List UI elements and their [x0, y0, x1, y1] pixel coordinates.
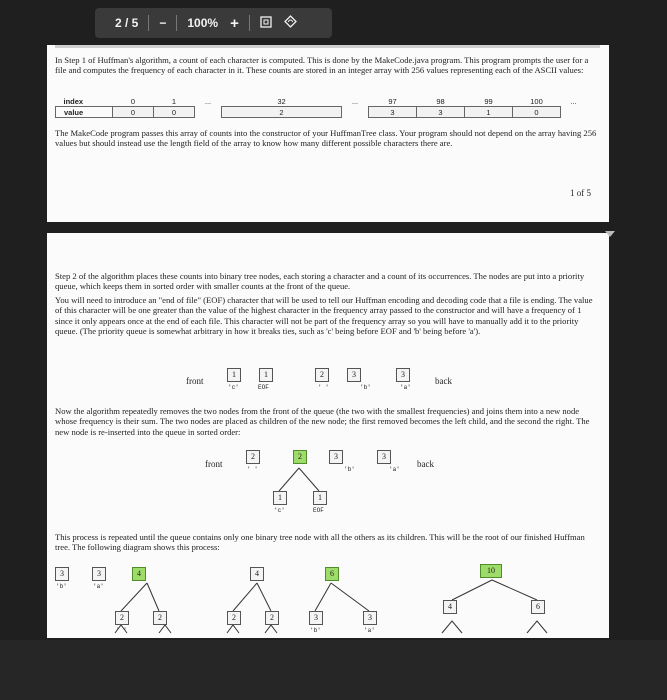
rotate-icon[interactable] — [278, 15, 303, 31]
ascii-count-table — [55, 96, 588, 118]
value-cell: 0 — [513, 107, 561, 118]
pdf-toolbar — [95, 8, 332, 38]
root-node: 10 — [480, 564, 502, 578]
queue-front-label: front — [205, 459, 223, 469]
queue-back-label: back — [417, 459, 434, 469]
process-node: 3 — [309, 611, 323, 625]
process-node: 2 — [115, 611, 129, 625]
index-cell: 0 — [130, 96, 136, 106]
queue-node: 3 — [347, 368, 361, 382]
zoom-level[interactable]: 100% — [187, 16, 219, 30]
node-label: EOF — [258, 384, 269, 391]
process-node: 3 — [363, 611, 377, 625]
index-cell: 97 — [388, 96, 397, 106]
new-merged-node: 4 — [132, 567, 146, 581]
step2-paragraph: Step 2 of the algorithm places these counts into binary tree nodes, each storing a character and a count of its occurrences. The nodes are put into a priority queue, which keeps them in sorted order with smaller counts at the front of the queue. — [55, 271, 585, 292]
process-paragraph: This process is repeated until the queue contains only one binary tree node with all the others as its children. This will be the root of our finished Huffman tree. The following diagram shows this process: — [55, 532, 585, 553]
eof-paragraph: You will need to introduce an "end of file" (EOF) character that will be used to tell our Huffman encoding and decoding code that a file is ending. The value of this character will be one greater than the value of the highest character in the frequency array passed to the constructor and will have a frequency of 1 since it only appears once at the end of each file. This character will not be part of the frequency array so you will have to manually add it to the priority queue. (The priority queue is somewhat arbitrary in how it breaks ties, such as 'c' being before EOF and 'b' being before 'a'). — [55, 295, 593, 337]
node-label: EOF — [313, 507, 324, 514]
child-node: 1 — [273, 491, 287, 505]
queue-front-label: front — [186, 376, 204, 386]
node-label: ' ' — [318, 384, 329, 391]
value-cell: 2 — [222, 107, 342, 118]
node-label: 'b' — [360, 384, 371, 391]
index-cell: ... — [351, 96, 359, 106]
node-label: 'c' — [274, 507, 285, 514]
index-cell: 99 — [484, 96, 493, 106]
page-corner-marker — [605, 231, 615, 237]
queue-back-label: back — [435, 376, 452, 386]
index-cell: 100 — [530, 96, 543, 106]
node-label: ' ' — [247, 466, 258, 473]
page-number: 1 of 5 — [570, 188, 591, 198]
cut-off-row — [55, 45, 600, 48]
toolbar-divider — [148, 15, 149, 31]
process-node: 4 — [250, 567, 264, 581]
queue-node: 1 — [227, 368, 241, 382]
index-cell: 32 — [277, 96, 286, 106]
node-label: 'b' — [310, 627, 321, 634]
queue-node: 3 — [329, 450, 343, 464]
queue-node: 2 — [246, 450, 260, 464]
value-cell: 1 — [465, 107, 513, 118]
process-node: 4 — [443, 600, 457, 614]
new-merged-node: 2 — [293, 450, 307, 464]
index-cell: ... — [204, 96, 212, 106]
node-label: 'c' — [228, 384, 239, 391]
viewer-background — [0, 640, 667, 700]
zoom-out-button[interactable]: − — [159, 16, 167, 30]
queue-node: 3 — [396, 368, 410, 382]
value-cell: 3 — [369, 107, 417, 118]
node-label: 'a' — [400, 384, 411, 391]
process-node: 3 — [55, 567, 69, 581]
node-label: ' ' — [116, 627, 127, 634]
value-cell: 0 — [113, 107, 154, 118]
zoom-in-button[interactable]: + — [230, 14, 239, 32]
page-indicator[interactable]: 2 / 5 — [115, 16, 139, 30]
pdf-page-2 — [47, 233, 609, 638]
toolbar-divider — [249, 15, 250, 31]
new-merged-node: 6 — [325, 567, 339, 581]
value-cell: 0 — [154, 107, 195, 118]
node-label: 'a' — [364, 627, 375, 634]
fit-page-icon[interactable] — [254, 16, 278, 31]
value-cell — [342, 107, 369, 118]
queue-node: 3 — [377, 450, 391, 464]
process-node: 6 — [531, 600, 545, 614]
value-cell — [195, 107, 222, 118]
toolbar-divider — [176, 15, 177, 31]
queue-node: 2 — [315, 368, 329, 382]
value-label: value — [56, 107, 113, 118]
index-cell: 98 — [436, 96, 445, 106]
index-cell: 1 — [171, 96, 177, 106]
index-label: index — [63, 96, 84, 106]
process-node: 2 — [265, 611, 279, 625]
child-node: 1 — [313, 491, 327, 505]
node-label: 'a' — [93, 583, 104, 590]
merge-paragraph: Now the algorithm repeatedly removes the two nodes from the front of the queue (the two with the smallest frequencies) and joins them into a new node whose frequency is their sum. The two nodes are placed as children of the new node; the first removed becomes the left child, and the second the right. The new node is re-inserted into the queue in sorted order: — [55, 406, 590, 437]
node-label: 'a' — [389, 466, 400, 473]
pdf-page-1 — [47, 45, 609, 222]
queue-node: 1 — [259, 368, 273, 382]
process-node: 2 — [227, 611, 241, 625]
step1-paragraph: In Step 1 of Huffman's algorithm, a count of each character is computed. This is done by the MakeCode.java program. This program prompts the user for a file and computes the frequency of each character in it. These counts are stored in an integer array with 256 values representing each of the ASCII values: — [55, 55, 589, 76]
process-node: 2 — [153, 611, 167, 625]
node-label: 'b' — [344, 466, 355, 473]
value-cell: 3 — [417, 107, 465, 118]
index-cell: ... — [570, 96, 577, 106]
process-node: 3 — [92, 567, 106, 581]
value-cell — [561, 107, 588, 118]
makecode-paragraph: The MakeCode program passes this array of counts into the constructor of your HuffmanTree class. Your program should not depend on the array having 256 values but should instead use the length field of the array to know how many different possible characters there are. — [55, 128, 597, 149]
node-label: 'b' — [56, 583, 67, 590]
